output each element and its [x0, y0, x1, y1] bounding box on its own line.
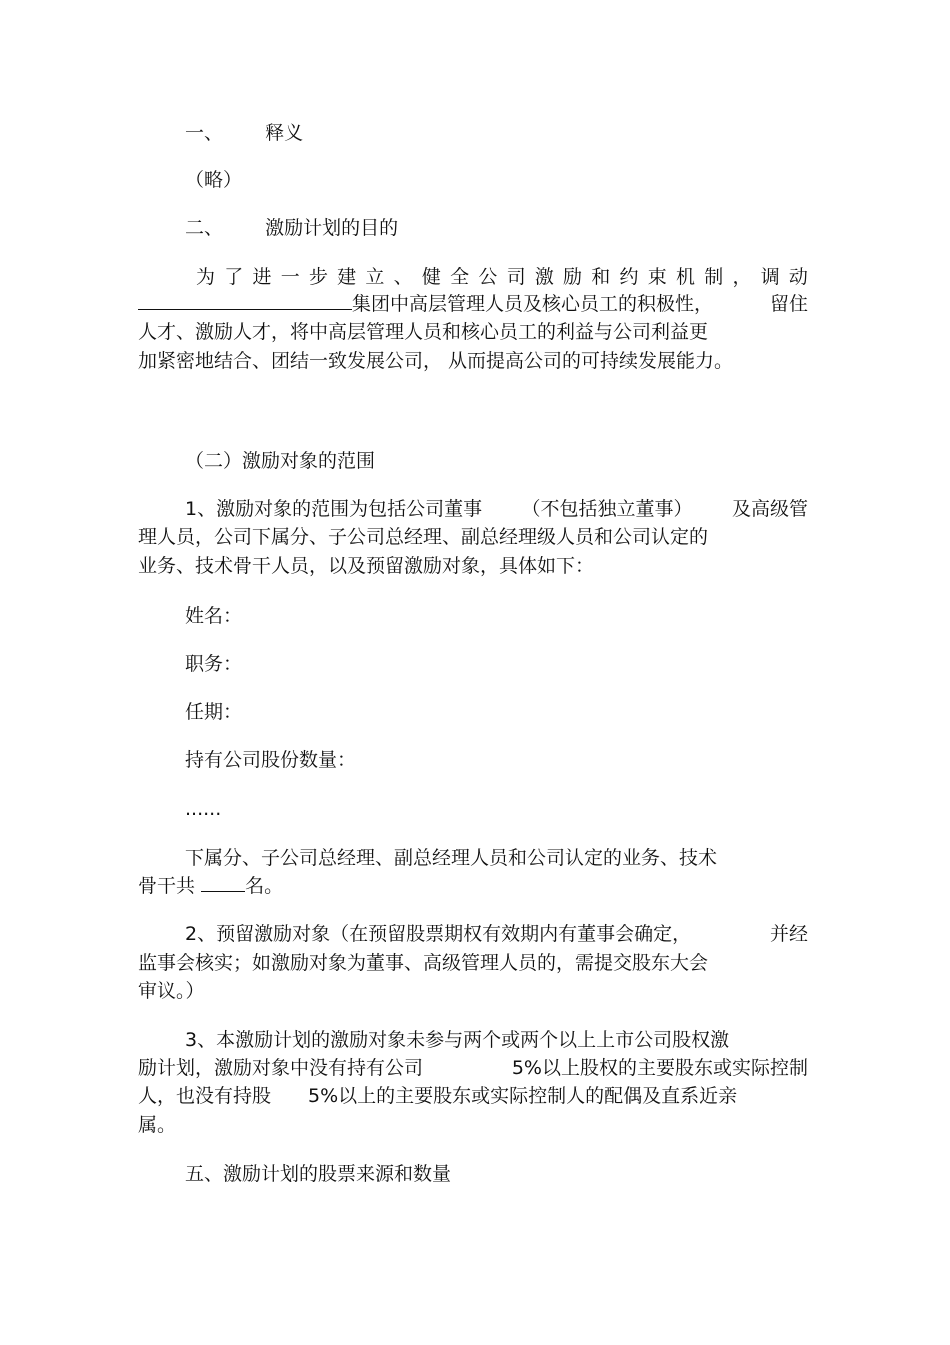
- item-3-line-2-part-b: 5%以上股权的主要股东或实际控制: [511, 1057, 808, 1079]
- purpose-line-4: 加紧密地结合、团结一致发展公司， 从而提高公司的可持续发展能力。: [138, 350, 734, 372]
- item-3-line-3-part-a: 人，也没有持股: [138, 1085, 272, 1107]
- count-blank: [201, 873, 245, 892]
- purpose-line-2-tail: 留住: [769, 293, 808, 315]
- field-ellipsis: ......: [185, 798, 222, 820]
- omitted-text: （略）: [185, 169, 243, 191]
- item-2-line-1: [138, 921, 808, 947]
- purpose-char: 动: [788, 266, 808, 288]
- purpose-char: 束: [647, 266, 667, 288]
- item-1-part-a: 1、激励对象的范围为包括公司董事: [185, 498, 483, 520]
- item-1-line-2: 理人员，公司下属分、子公司总经理、副总经理级人员和公司认定的: [138, 526, 709, 548]
- item-3-line-4: 属。: [138, 1114, 177, 1136]
- purpose-char: 约: [619, 266, 639, 288]
- purpose-line-2-text: 集团中高层管理人员及核心员工的积极性，: [352, 293, 714, 315]
- purpose-char: 步: [308, 266, 328, 288]
- purpose-char: 激: [534, 266, 554, 288]
- subsidiary-line-2: [138, 873, 283, 899]
- section-2-number: 二、: [185, 217, 224, 239]
- section-1-number: 一、: [185, 122, 224, 144]
- purpose-char: 健: [421, 266, 441, 288]
- purpose-char: 和: [591, 266, 611, 288]
- purpose-char: 调: [760, 266, 780, 288]
- item-2-line-2: 监事会核实；如激励对象为董事、高级管理人员的，需提交股东大会: [138, 952, 709, 974]
- section-5-heading: 五、激励计划的股票来源和数量: [185, 1163, 452, 1185]
- subsidiary-line-2-pre: 骨干共: [138, 875, 196, 897]
- field-shares-label: 持有公司股份数量：: [185, 749, 357, 771]
- item-3-line-3: [138, 1083, 808, 1109]
- section-1-title: 释义: [265, 122, 304, 144]
- item-1-line-3: 业务、技术骨干人员，以及预留激励对象，具体如下：: [138, 555, 595, 577]
- purpose-char: ，: [732, 266, 752, 288]
- purpose-line-2: [138, 291, 808, 317]
- item-1-part-b: （不包括独立董事）: [521, 498, 693, 520]
- purpose-char: 、: [393, 266, 413, 288]
- purpose-char: 进: [252, 266, 272, 288]
- purpose-char: 立: [365, 266, 385, 288]
- company-name-blank: [138, 291, 352, 310]
- section-2-title: 激励计划的目的: [265, 217, 399, 239]
- field-name-label: 姓名：: [185, 605, 243, 627]
- purpose-char: 建: [337, 266, 357, 288]
- purpose-line-3: 人才、激励人才，将中高层管理人员和核心员工的利益与公司利益更: [138, 321, 709, 343]
- section-2-heading: [185, 215, 398, 241]
- subsidiary-line-1: 下属分、子公司总经理、副总经理人员和公司认定的业务、技术: [185, 847, 718, 869]
- purpose-char: 公: [478, 266, 498, 288]
- field-position-label: 职务：: [185, 653, 243, 675]
- purpose-char: 司: [506, 266, 526, 288]
- scope-heading: （二）激励对象的范围: [185, 450, 376, 472]
- purpose-char: 励: [563, 266, 583, 288]
- purpose-char: 机: [675, 266, 695, 288]
- item-3-line-2-part-a: 励计划，激励对象中没有持有公司: [138, 1057, 424, 1079]
- purpose-char: 为: [196, 266, 216, 288]
- purpose-char: 了: [224, 266, 244, 288]
- subsidiary-line-2-post: 名。: [245, 875, 284, 897]
- item-3-line-3-part-b: 5%以上的主要股东或实际控制人的配偶及直系近亲: [308, 1085, 738, 1107]
- item-3-line-1: 3、本激励计划的激励对象未参与两个或两个以上上市公司股权激: [185, 1029, 730, 1051]
- field-term-label: 任期：: [185, 701, 243, 723]
- purpose-char: 全: [450, 266, 470, 288]
- item-2-part-b: 并经: [769, 923, 808, 945]
- item-1-part-c: 及高级管: [731, 498, 808, 520]
- item-3-line-2: [138, 1055, 808, 1081]
- item-1-line-1: [138, 496, 808, 522]
- item-2-part-a: 2、预留激励对象（在预留股票期权有效期内有董事会确定，: [185, 923, 692, 945]
- purpose-char: 一: [280, 266, 300, 288]
- purpose-line-1: [196, 264, 808, 290]
- purpose-char: 制: [704, 266, 724, 288]
- section-1-heading: [185, 120, 303, 146]
- item-2-line-3: 审议。）: [138, 980, 205, 1002]
